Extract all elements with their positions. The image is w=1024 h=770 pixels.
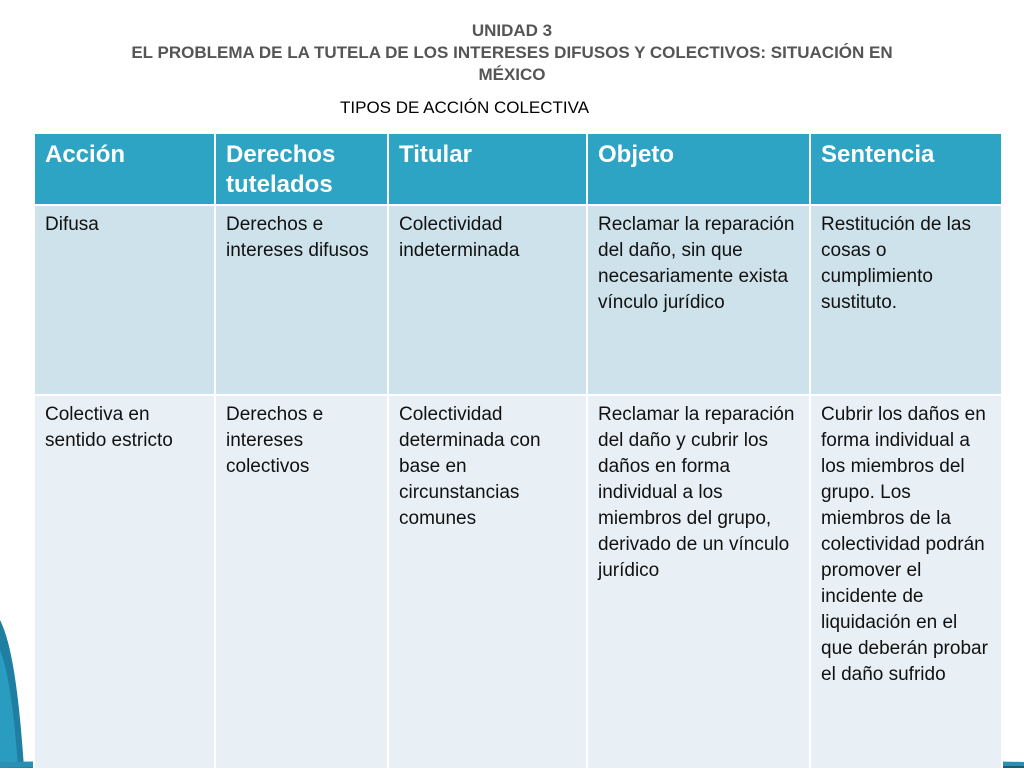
table-caption: TIPOS DE ACCIÓN COLECTIVA xyxy=(340,98,590,117)
cell-sentencia: Restitución de las cosas o cumplimiento sustituto. xyxy=(810,205,1002,395)
column-header-derechos-tutelados: Derechos tutelados xyxy=(215,133,388,205)
cell-sentencia: Cubrir los daños en forma individual a los miembros del grupo. Los miembros de la colectividad podrán promover el incidente de liquidación en el que deberán probar el daño sufrido xyxy=(810,395,1002,769)
cell-titular: Colectividad determinada con base en circunstancias comunes xyxy=(388,395,587,769)
cell-objeto: Reclamar la reparación del daño y cubrir los daños en forma individual a los miembros del grupo, derivado de un vínculo jurídico xyxy=(587,395,810,769)
cell-accion: Difusa xyxy=(34,205,215,395)
slide-title xyxy=(40,20,984,86)
cell-derechos-tutelados: Derechos e intereses colectivos xyxy=(215,395,388,769)
title-line-2: MÉXICO xyxy=(478,65,546,84)
table-row xyxy=(34,395,1002,769)
table-row xyxy=(34,205,1002,395)
column-header-accion: Acción xyxy=(34,133,215,205)
cell-accion: Colectiva en sentido estricto xyxy=(34,395,215,769)
column-header-sentencia: Sentencia xyxy=(810,133,1002,205)
column-header-titular: Titular xyxy=(388,133,587,205)
decorative-wave-left xyxy=(0,620,30,768)
title-line-1: EL PROBLEMA DE LA TUTELA DE LOS INTERESES DIFUSOS Y COLECTIVOS: SITUACIÓN EN xyxy=(131,43,893,62)
column-header-objeto: Objeto xyxy=(587,133,810,205)
unit-heading: UNIDAD 3 xyxy=(471,21,553,40)
cell-derechos-tutelados: Derechos e intereses difusos xyxy=(215,205,388,395)
cell-titular: Colectividad indeterminada xyxy=(388,205,587,395)
collective-action-table xyxy=(33,132,1003,770)
table-header-row xyxy=(34,133,1002,205)
cell-objeto: Reclamar la reparación del daño, sin que necesariamente exista vínculo jurídico xyxy=(587,205,810,395)
